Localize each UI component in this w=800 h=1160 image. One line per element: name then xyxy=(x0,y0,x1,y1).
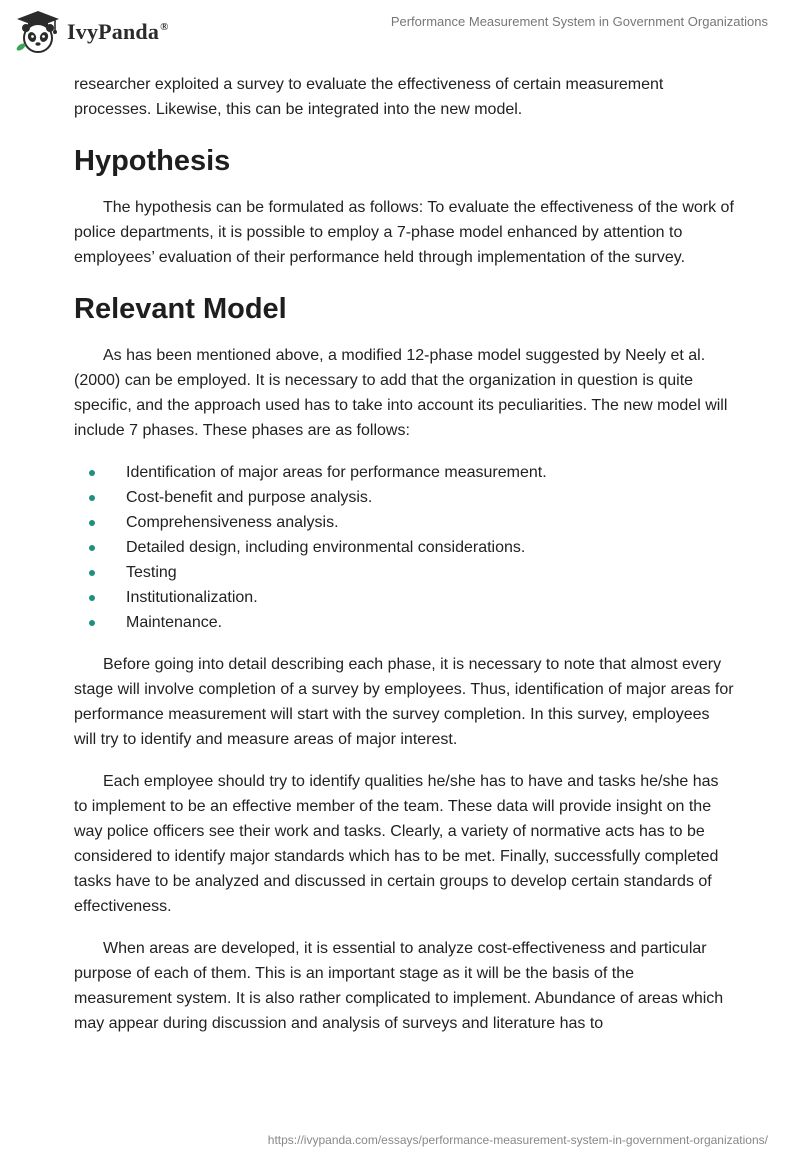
areas-paragraph: When areas are developed, it is essential to analyze cost-effectiveness and particular purpose of each of them. This is an important stage as it will be the basis of the measurement system. It is also rather complicated to implement. Abundance of areas which may appear during discussion and analysis of surveys and literature has to xyxy=(74,940,724,1032)
logo-wordmark xyxy=(67,19,169,45)
survey-paragraph: Before going into detail describing each phase, it is necessary to note that almost every stage will involve completion of a survey by employees. Thus, identification of major areas for performance measurement will start with the survey completion. In this survey, employees will try to identify and measure areas of major interest. xyxy=(74,656,734,748)
phase-text: Identification of major areas for performance measurement. xyxy=(126,464,547,481)
bullet-dot xyxy=(89,570,95,576)
ivypanda-logo[interactable] xyxy=(15,8,169,56)
bullet-dot xyxy=(89,545,95,551)
phase-text: Institutionalization. xyxy=(126,589,258,606)
bullet-dot xyxy=(89,520,95,526)
registered-mark: ® xyxy=(160,21,169,33)
model-intro-paragraph: As has been mentioned above, a modified 12-phase model suggested by Neely et al. (2000) can be employed. It is necessary to add that the organization in question is quite specific, and the approach used has to take into account its peculiarities. The new model will include 7 phases. These phases are as follows: xyxy=(74,347,728,439)
panda-graduate-icon xyxy=(15,9,61,55)
phase-text: Testing xyxy=(126,564,177,581)
list-item xyxy=(74,585,734,610)
list-item xyxy=(74,510,734,535)
phase-text: Maintenance. xyxy=(126,614,223,631)
bullet-dot xyxy=(89,620,95,626)
source-url[interactable]: https://ivypanda.com/essays/performance-measurement-system-in-government-organizations/ xyxy=(267,1133,768,1147)
list-item xyxy=(74,560,734,585)
phases-list xyxy=(74,460,734,635)
employee-paragraph: Each employee should try to identify qualities he/she has to have and tasks he/she has to implement to be an effective member of the team. These data will provide insight on the way police officers see their work and tasks. Clearly, a variety of normative acts has to be considered to identify major standards which has to be met. Finally, successfully completed tasks have to be analyzed and discussed in certain groups to develop certain standards of effectiveness. xyxy=(74,773,719,915)
list-item xyxy=(74,535,734,560)
phase-text: Comprehensiveness analysis. xyxy=(126,514,339,531)
relevant-model-heading: Relevant Model xyxy=(74,293,287,325)
bullet-dot xyxy=(89,470,95,476)
phase-text: Detailed design, including environmental considerations. xyxy=(126,539,526,556)
bullet-dot xyxy=(89,595,95,601)
phase-text: Cost-benefit and purpose analysis. xyxy=(126,489,373,506)
logo-name: IvyPanda xyxy=(67,19,160,44)
list-item xyxy=(74,460,734,485)
list-item xyxy=(74,485,734,510)
document-title: Performance Measurement System in Government Organizations xyxy=(390,14,768,29)
list-item xyxy=(74,610,734,635)
hypothesis-paragraph: The hypothesis can be formulated as follows: To evaluate the effectiveness of the work of police departments, it is possible to employ a 7-phase model enhanced by attention to employees’ evaluation of their performance held through implementation of the survey. xyxy=(74,199,734,266)
page-header xyxy=(0,0,800,62)
intro-continuation-paragraph: researcher exploited a survey to evaluate the effectiveness of certain measurement processes. Likewise, this can be integrated into the new model. xyxy=(74,76,664,118)
hypothesis-heading: Hypothesis xyxy=(74,145,231,177)
essay-content xyxy=(74,72,734,1036)
bullet-dot xyxy=(89,495,95,501)
